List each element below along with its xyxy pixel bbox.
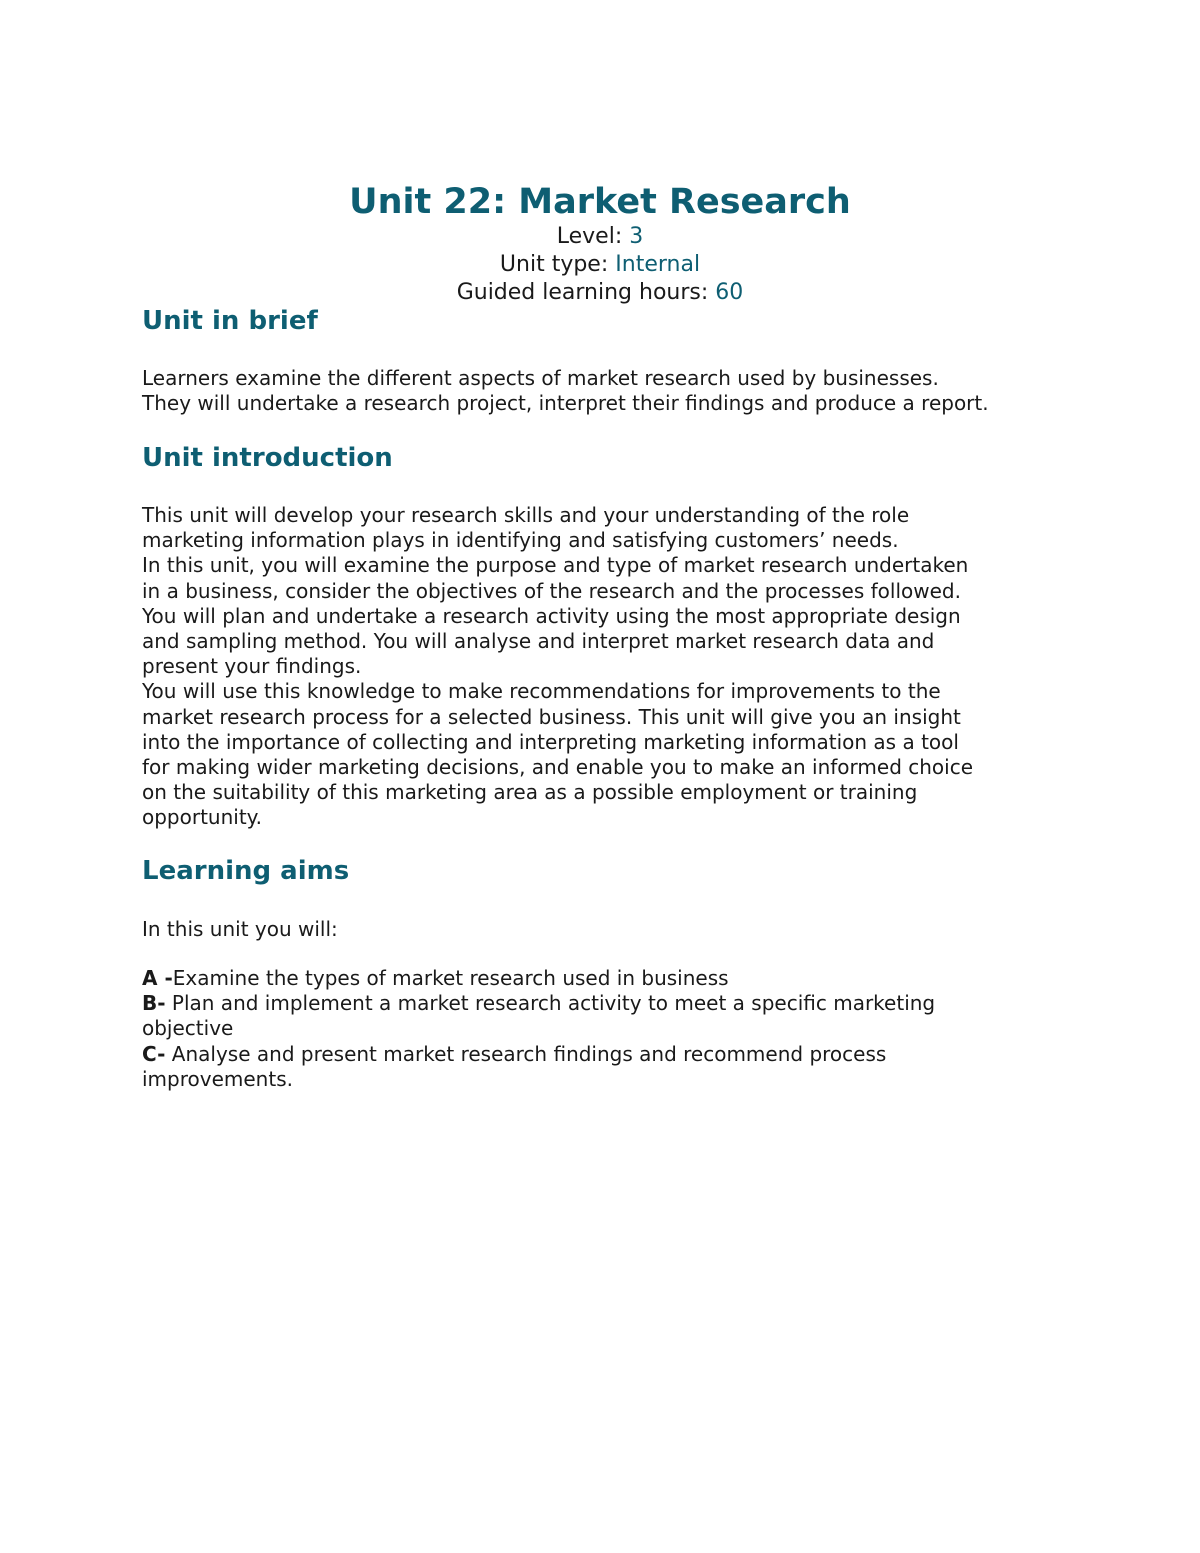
learning-aim-b-continued: objective: [142, 1016, 234, 1041]
unit-introduction-heading: Unit introduction: [142, 443, 393, 473]
level-value: 3: [629, 224, 644, 249]
unit-in-brief-text: [142, 366, 1062, 416]
paragraph-line: In this unit, you will examine the purpose and type of market research undertaken: [142, 553, 969, 578]
level-label: Level:: [556, 224, 623, 249]
level-line: [0, 223, 1200, 251]
paragraph-line: Learners examine the different aspects of market research used by businesses.: [142, 366, 939, 390]
aim-letter: C-: [142, 1041, 166, 1066]
paragraph-line: market research process for a selected business. This unit will give you an insight: [142, 704, 961, 729]
unit-introduction-text: [142, 503, 1062, 831]
aim-text: Analyse and present market research findings and recommend process: [165, 1041, 887, 1066]
guided-hours-line: [0, 279, 1200, 307]
page-title: Unit 22: Market Research: [349, 182, 851, 222]
paragraph-line: You will plan and undertake a research activity using the most appropriate design: [142, 603, 961, 628]
paragraph-line: They will undertake a research project, interpret their findings and produce a report.: [142, 391, 989, 416]
paragraph-line: and sampling method. You will analyse and interpret market research data and: [142, 629, 935, 654]
aim-text: Plan and implement a market research activity to meet a specific marketing: [165, 991, 936, 1016]
paragraph-line: in a business, consider the objectives of the research and the processes followed.: [142, 578, 961, 603]
learning-aim-c-continued: improvements.: [142, 1066, 293, 1091]
aim-letter: B-: [142, 991, 166, 1016]
paragraph-line: This unit will develop your research skills and your understanding of the role: [142, 503, 910, 527]
paragraph-line: You will use this knowledge to make recommendations for improvements to the: [142, 679, 941, 704]
learning-aim-c: [142, 1042, 1062, 1067]
learning-aims-list: [142, 966, 1062, 1092]
aim-text: Examine the types of market research used in business: [172, 966, 729, 990]
paragraph-line: for making wider marketing decisions, and enable you to make an informed choice: [142, 755, 974, 780]
unit-type-value: Internal: [615, 252, 701, 277]
guided-hours-value: 60: [715, 280, 744, 305]
learning-aim-a: [142, 966, 1062, 991]
paragraph-line: on the suitability of this marketing area as a possible employment or training: [142, 780, 918, 805]
paragraph-line: marketing information plays in identifying and satisfying customers’ needs.: [142, 528, 899, 553]
learning-aim-b: [142, 991, 1062, 1016]
learning-aims-intro: [142, 917, 1062, 942]
guided-hours-label: Guided learning hours:: [456, 280, 709, 305]
unit-in-brief-heading: Unit in brief: [142, 306, 318, 336]
learning-aims-heading: Learning aims: [142, 856, 350, 886]
unit-type-label: Unit type:: [499, 252, 609, 277]
paragraph-line: opportunity.: [142, 805, 263, 830]
paragraph-line: present your findings.: [142, 654, 362, 679]
unit-type-line: [0, 251, 1200, 279]
learning-aims-intro-text: In this unit you will:: [142, 917, 338, 941]
paragraph-line: into the importance of collecting and interpreting marketing information as a tool: [142, 729, 959, 754]
aim-letter: A -: [142, 966, 173, 990]
